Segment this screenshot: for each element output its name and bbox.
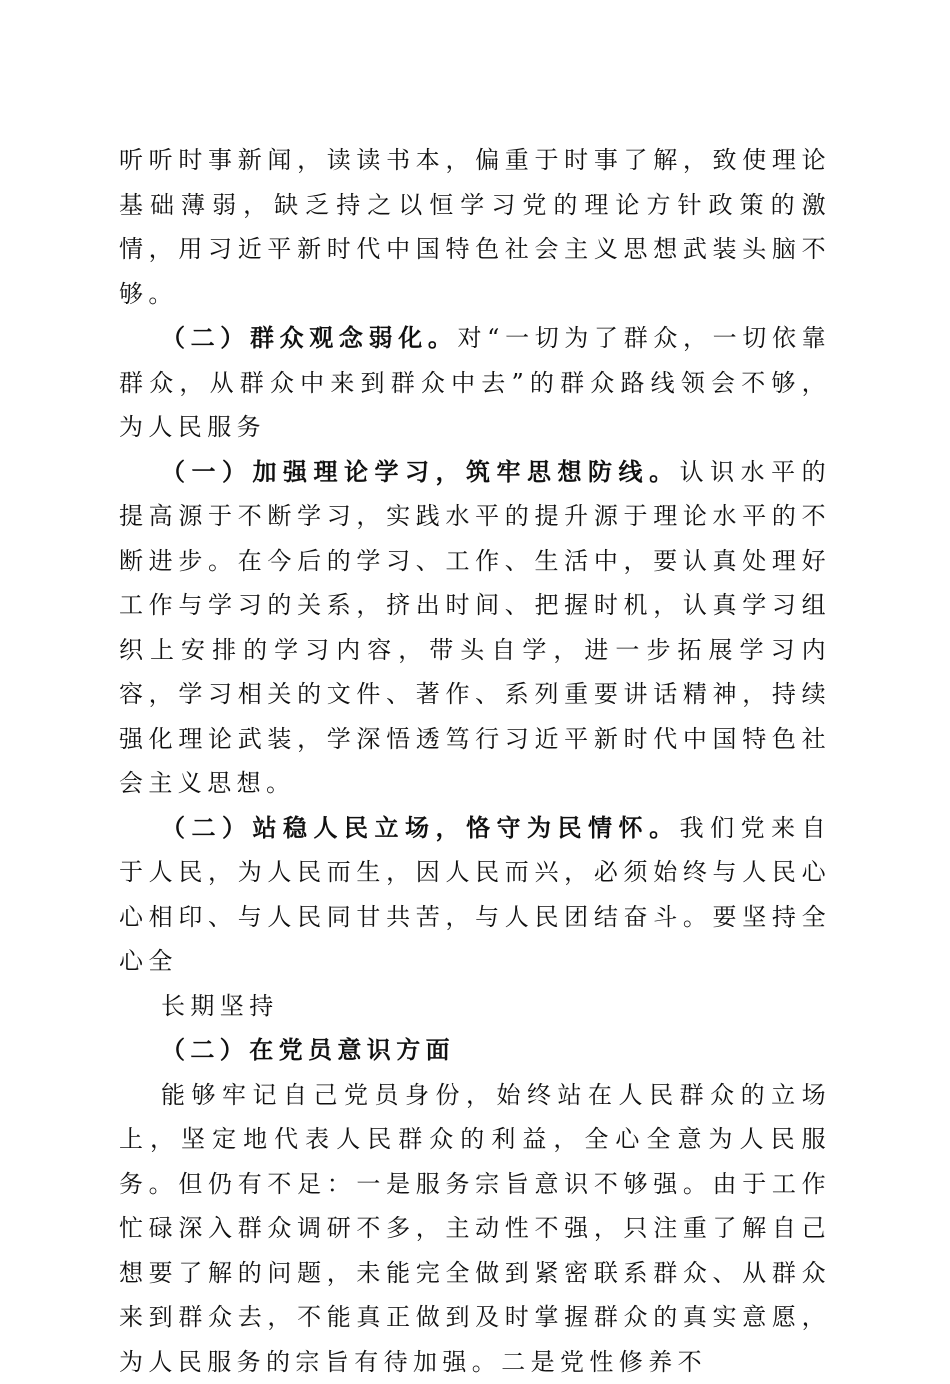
paragraph-heading: （二）在党员意识方面 (161, 1035, 455, 1064)
paragraph-text: 对“一切为了群众，一切依靠群众，从群众中来到群众中去”的群众路线领会不够，为人民服务 (119, 324, 831, 441)
paragraph-people-stance (119, 806, 831, 984)
paragraph-party-awareness-heading (119, 1028, 831, 1073)
paragraph-strengthen-theory (119, 450, 831, 806)
paragraph-text: 听听时事新闻，读读书本，偏重于时事了解，致使理论基础薄弱，缺乏持之以恒学习党的理论方针政策的激情，用习近平新时代中国特色社会主义思想武装头脑不够。 (119, 146, 831, 308)
paragraph-text: 能够牢记自己党员身份，始终站在人民群众的立场上，坚定地代表人民群众的利益，全心全意为人民服务。但仍有不足：一是服务宗旨意识不够强。由于工作忙碌深入群众调研不多，主动性不强，只注重了解自己想要了解的问题，未能完全做到紧密联系群众、从群众来到群众去，不能真正做到及时掌握群众的真实意愿，为人民服务的宗旨有待加强。二是党性修养不 (119, 1081, 831, 1376)
paragraph-theory-weakness (119, 138, 831, 316)
paragraph-mass-awareness (119, 316, 831, 450)
paragraph-heading: （一）加强理论学习，筑牢思想防线。 (161, 457, 680, 486)
paragraph-text: 长期坚持 (161, 992, 279, 1020)
document-body (119, 138, 831, 1384)
paragraph-party-awareness-body (119, 1073, 831, 1384)
paragraph-text: 认识水平的提高源于不断学习，实践水平的提升源于理论水平的不断进步。在今后的学习、工作、生活中，要认真处理好工作与学习的关系，挤出时间、把握时机，认真学习组织上安排的学习内容，带头自学，进一步拓展学习内容，学习相关的文件、著作、系列重要讲话精神，持续强化理论武装，学深悟透笃行习近平新时代中国特色社会主义思想。 (119, 458, 831, 798)
paragraph-long-term (119, 984, 831, 1029)
paragraph-heading: （二）群众观念弱化。 (161, 323, 458, 352)
paragraph-text: 我们党来自于人民，为人民而生，因人民而兴，必须始终与人民心心相印、与人民同甘共苦，与人民团结奋斗。要坚持全心全 (119, 814, 831, 976)
paragraph-heading: （二）站稳人民立场，恪守为民情怀。 (161, 813, 680, 842)
